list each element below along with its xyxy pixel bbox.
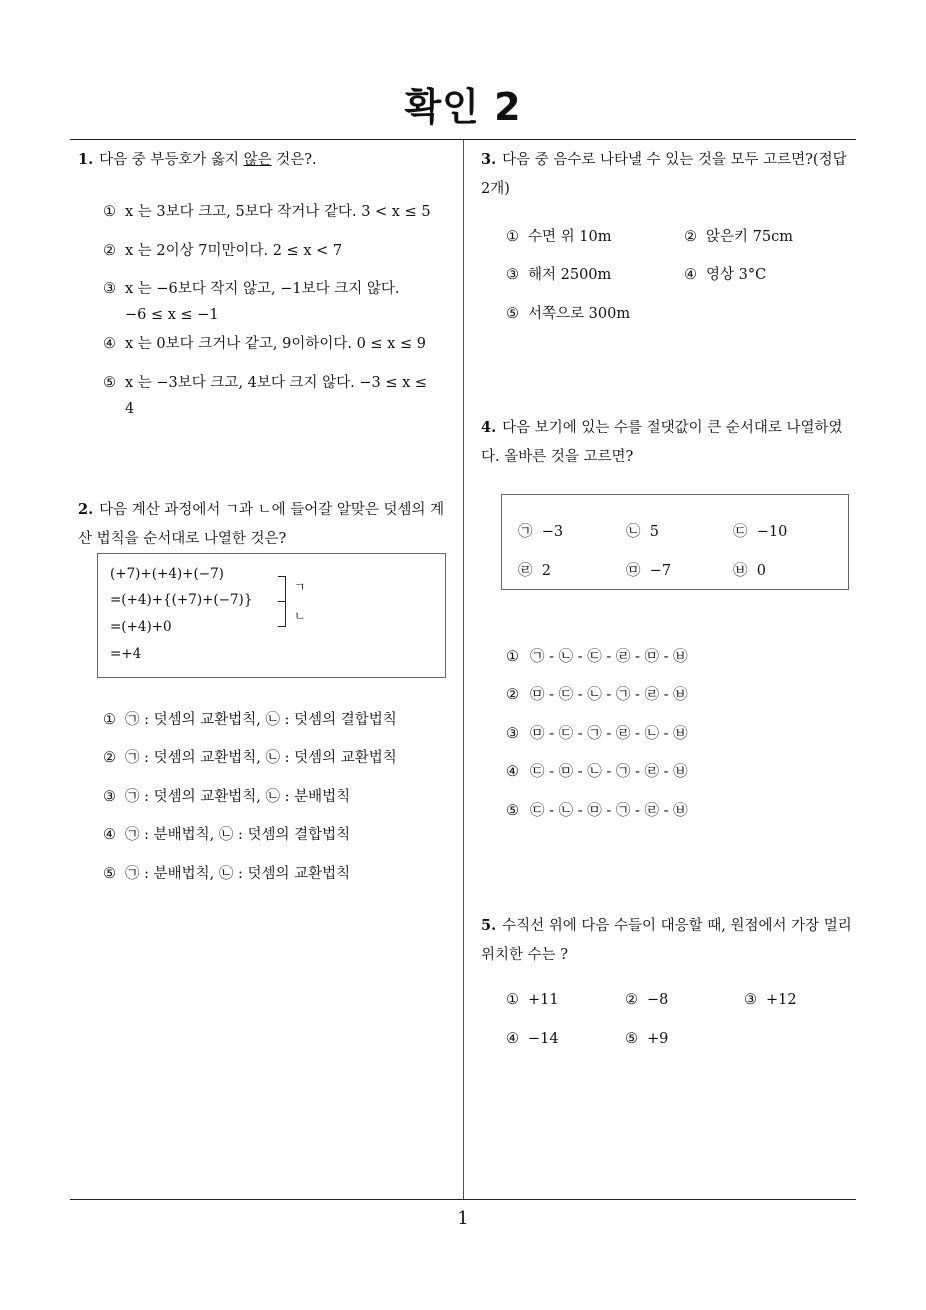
option-marker: ⑤ — [506, 803, 519, 819]
question-5 — [481, 911, 859, 970]
calc-line-2: =(+4)+{(+7)+(−7)} — [110, 592, 253, 608]
question-number: 1. — [78, 151, 94, 168]
q4-option-4[interactable] — [506, 759, 688, 785]
question-2 — [78, 495, 458, 554]
option-marker: ② — [103, 243, 116, 259]
option-text: ㉠ - ㉡ - ㉢ - ㉣ - ㉤ - ㉥ — [530, 649, 688, 665]
q2-option-2[interactable] — [103, 745, 397, 771]
option-marker: ① — [506, 229, 519, 245]
calc-line-3: =(+4)+0 — [110, 619, 172, 635]
question-number: 4. — [481, 419, 497, 436]
option-text: ㉤ - ㉢ - ㉠ - ㉣ - ㉡ - ㉥ — [530, 726, 688, 742]
q3-option-2[interactable] — [684, 224, 793, 250]
option-text: +9 — [647, 1031, 669, 1047]
option-marker: ③ — [103, 789, 116, 805]
option-text: ㉤ - ㉢ - ㉡ - ㉠ - ㉣ - ㉥ — [530, 687, 688, 703]
question-3 — [481, 145, 859, 204]
option-marker: ① — [506, 649, 519, 665]
option-text: 서쪽으로 300m — [528, 306, 631, 322]
option-marker: ④ — [506, 764, 519, 780]
calc-line-4: =+4 — [110, 646, 142, 662]
box-item-5: ㉤ −7 — [626, 563, 672, 579]
option-marker: ① — [506, 992, 519, 1008]
option-marker: ③ — [103, 281, 116, 297]
box-item-1: ㉠ −3 — [518, 524, 564, 540]
bracket-a — [278, 576, 286, 602]
option-text: −8 — [647, 992, 669, 1008]
question-number: 5. — [481, 917, 497, 934]
option-text: ㉠ : 분배법칙, ㉡ : 덧셈의 교환법칙 — [125, 866, 351, 882]
option-text: +12 — [766, 992, 797, 1008]
option-marker: ① — [103, 204, 116, 220]
option-text: x 는 2이상 7미만이다. 2 ≤ x < 7 — [125, 243, 343, 259]
q5-option-2[interactable] — [625, 987, 668, 1013]
q2-option-1[interactable] — [103, 707, 397, 733]
question-4 — [481, 413, 859, 472]
question-text-emphasis: 않은 — [243, 152, 272, 168]
option-text-continued: −6 ≤ x ≤ −1 — [125, 307, 219, 323]
question-text: 수직선 위에 다음 수들이 대응할 때, 원점에서 가장 멀리 위치한 수는 ? — [481, 918, 852, 963]
option-text: x 는 0보다 크거나 같고, 9이하이다. 0 ≤ x ≤ 9 — [125, 336, 426, 352]
option-marker: ① — [103, 712, 116, 728]
option-text: 영상 3°C — [706, 267, 767, 283]
q1-option-2[interactable] — [103, 238, 342, 264]
question-text: 다음 중 음수로 나타낼 수 있는 것을 모두 고르면?(정답 2개) — [481, 152, 847, 197]
calc-line-1: (+7)+(+4)+(−7) — [110, 566, 224, 582]
option-marker: ④ — [103, 827, 116, 843]
option-text: ㉠ : 덧셈의 교환법칙, ㉡ : 덧셈의 결합법칙 — [125, 712, 397, 728]
option-marker: ④ — [684, 267, 697, 283]
box-item-6: ㉥ 0 — [733, 563, 766, 579]
option-marker: ⑤ — [625, 1031, 638, 1047]
example-box — [501, 494, 849, 590]
option-text: ㉠ : 덧셈의 교환법칙, ㉡ : 분배법칙 — [125, 789, 351, 805]
page-title: 확인 2 — [404, 85, 522, 129]
option-marker: ⑤ — [506, 306, 519, 322]
q3-option-4[interactable] — [684, 262, 766, 288]
label-nieun: ㄴ — [294, 609, 306, 623]
box-item-2: ㉡ 5 — [626, 524, 659, 540]
option-marker: ⑤ — [103, 375, 116, 391]
option-text: x 는 −3보다 크고, 4보다 크지 않다. −3 ≤ x ≤ — [125, 375, 428, 391]
option-text: ㉢ - ㉤ - ㉡ - ㉠ - ㉣ - ㉥ — [530, 764, 688, 780]
option-marker: ③ — [506, 267, 519, 283]
option-marker: ⑤ — [103, 866, 116, 882]
option-text: −14 — [528, 1031, 559, 1047]
q1-option-3[interactable] — [103, 276, 400, 328]
q4-option-2[interactable] — [506, 682, 688, 708]
q4-option-1[interactable] — [506, 644, 688, 670]
option-marker: ④ — [506, 1031, 519, 1047]
q1-option-1[interactable] — [103, 199, 431, 225]
option-marker: ② — [103, 750, 116, 766]
option-text: 수면 위 10m — [528, 229, 612, 245]
page-number: 1 — [457, 1208, 469, 1229]
option-marker: ③ — [744, 992, 757, 1008]
question-1 — [78, 145, 458, 175]
option-text: ㉢ - ㉡ - ㉤ - ㉠ - ㉣ - ㉥ — [530, 803, 688, 819]
bracket-b — [278, 601, 286, 627]
bottom-divider — [70, 1199, 856, 1200]
q3-option-5[interactable] — [506, 301, 630, 327]
option-marker: ② — [684, 229, 697, 245]
q5-option-3[interactable] — [744, 987, 797, 1013]
question-number: 2. — [78, 501, 94, 518]
question-text: 다음 보기에 있는 수를 절댓값이 큰 순서대로 나열하였다. 올바른 것을 고르면? — [481, 420, 843, 465]
option-text: 해저 2500m — [528, 267, 612, 283]
option-text: +11 — [528, 992, 559, 1008]
q2-option-4[interactable] — [103, 822, 350, 848]
q2-option-3[interactable] — [103, 784, 350, 810]
q5-option-4[interactable] — [506, 1026, 559, 1052]
option-text: ㉠ : 분배법칙, ㉡ : 덧셈의 결합법칙 — [125, 827, 351, 843]
q1-option-4[interactable] — [103, 331, 426, 357]
option-marker: ② — [506, 687, 519, 703]
q1-option-5[interactable] — [103, 370, 427, 422]
question-text: 것은?. — [271, 152, 317, 168]
q4-option-5[interactable] — [506, 798, 688, 824]
q3-option-1[interactable] — [506, 224, 611, 250]
question-text: 다음 중 부등호가 옳지 — [99, 152, 244, 168]
option-marker: ② — [625, 992, 638, 1008]
option-text: x 는 −6보다 작지 않고, −1보다 크지 않다. — [125, 281, 400, 297]
question-number: 3. — [481, 151, 497, 168]
q5-option-5[interactable] — [625, 1026, 668, 1052]
column-divider — [463, 140, 464, 1200]
option-text-continued: 4 — [125, 401, 135, 417]
q2-option-5[interactable] — [103, 861, 350, 887]
q5-option-1[interactable] — [506, 987, 559, 1013]
option-text: x 는 3보다 크고, 5보다 작거나 같다. 3 < x ≤ 5 — [125, 204, 431, 220]
question-text: 다음 계산 과정에서 ㄱ과 ㄴ에 들어갈 알맞은 덧셈의 계산 법칙을 순서대로 나열한 것은? — [78, 502, 445, 547]
box-item-3: ㉢ −10 — [733, 524, 788, 540]
option-text: 앉은키 75cm — [706, 229, 793, 245]
option-marker: ③ — [506, 726, 519, 742]
option-marker: ④ — [103, 336, 116, 352]
q4-option-3[interactable] — [506, 721, 688, 747]
label-giyeok: ㄱ — [294, 580, 306, 594]
box-item-4: ㉣ 2 — [518, 563, 551, 579]
option-text: ㉠ : 덧셈의 교환법칙, ㉡ : 덧셈의 교환법칙 — [125, 750, 397, 766]
q3-option-3[interactable] — [506, 262, 611, 288]
